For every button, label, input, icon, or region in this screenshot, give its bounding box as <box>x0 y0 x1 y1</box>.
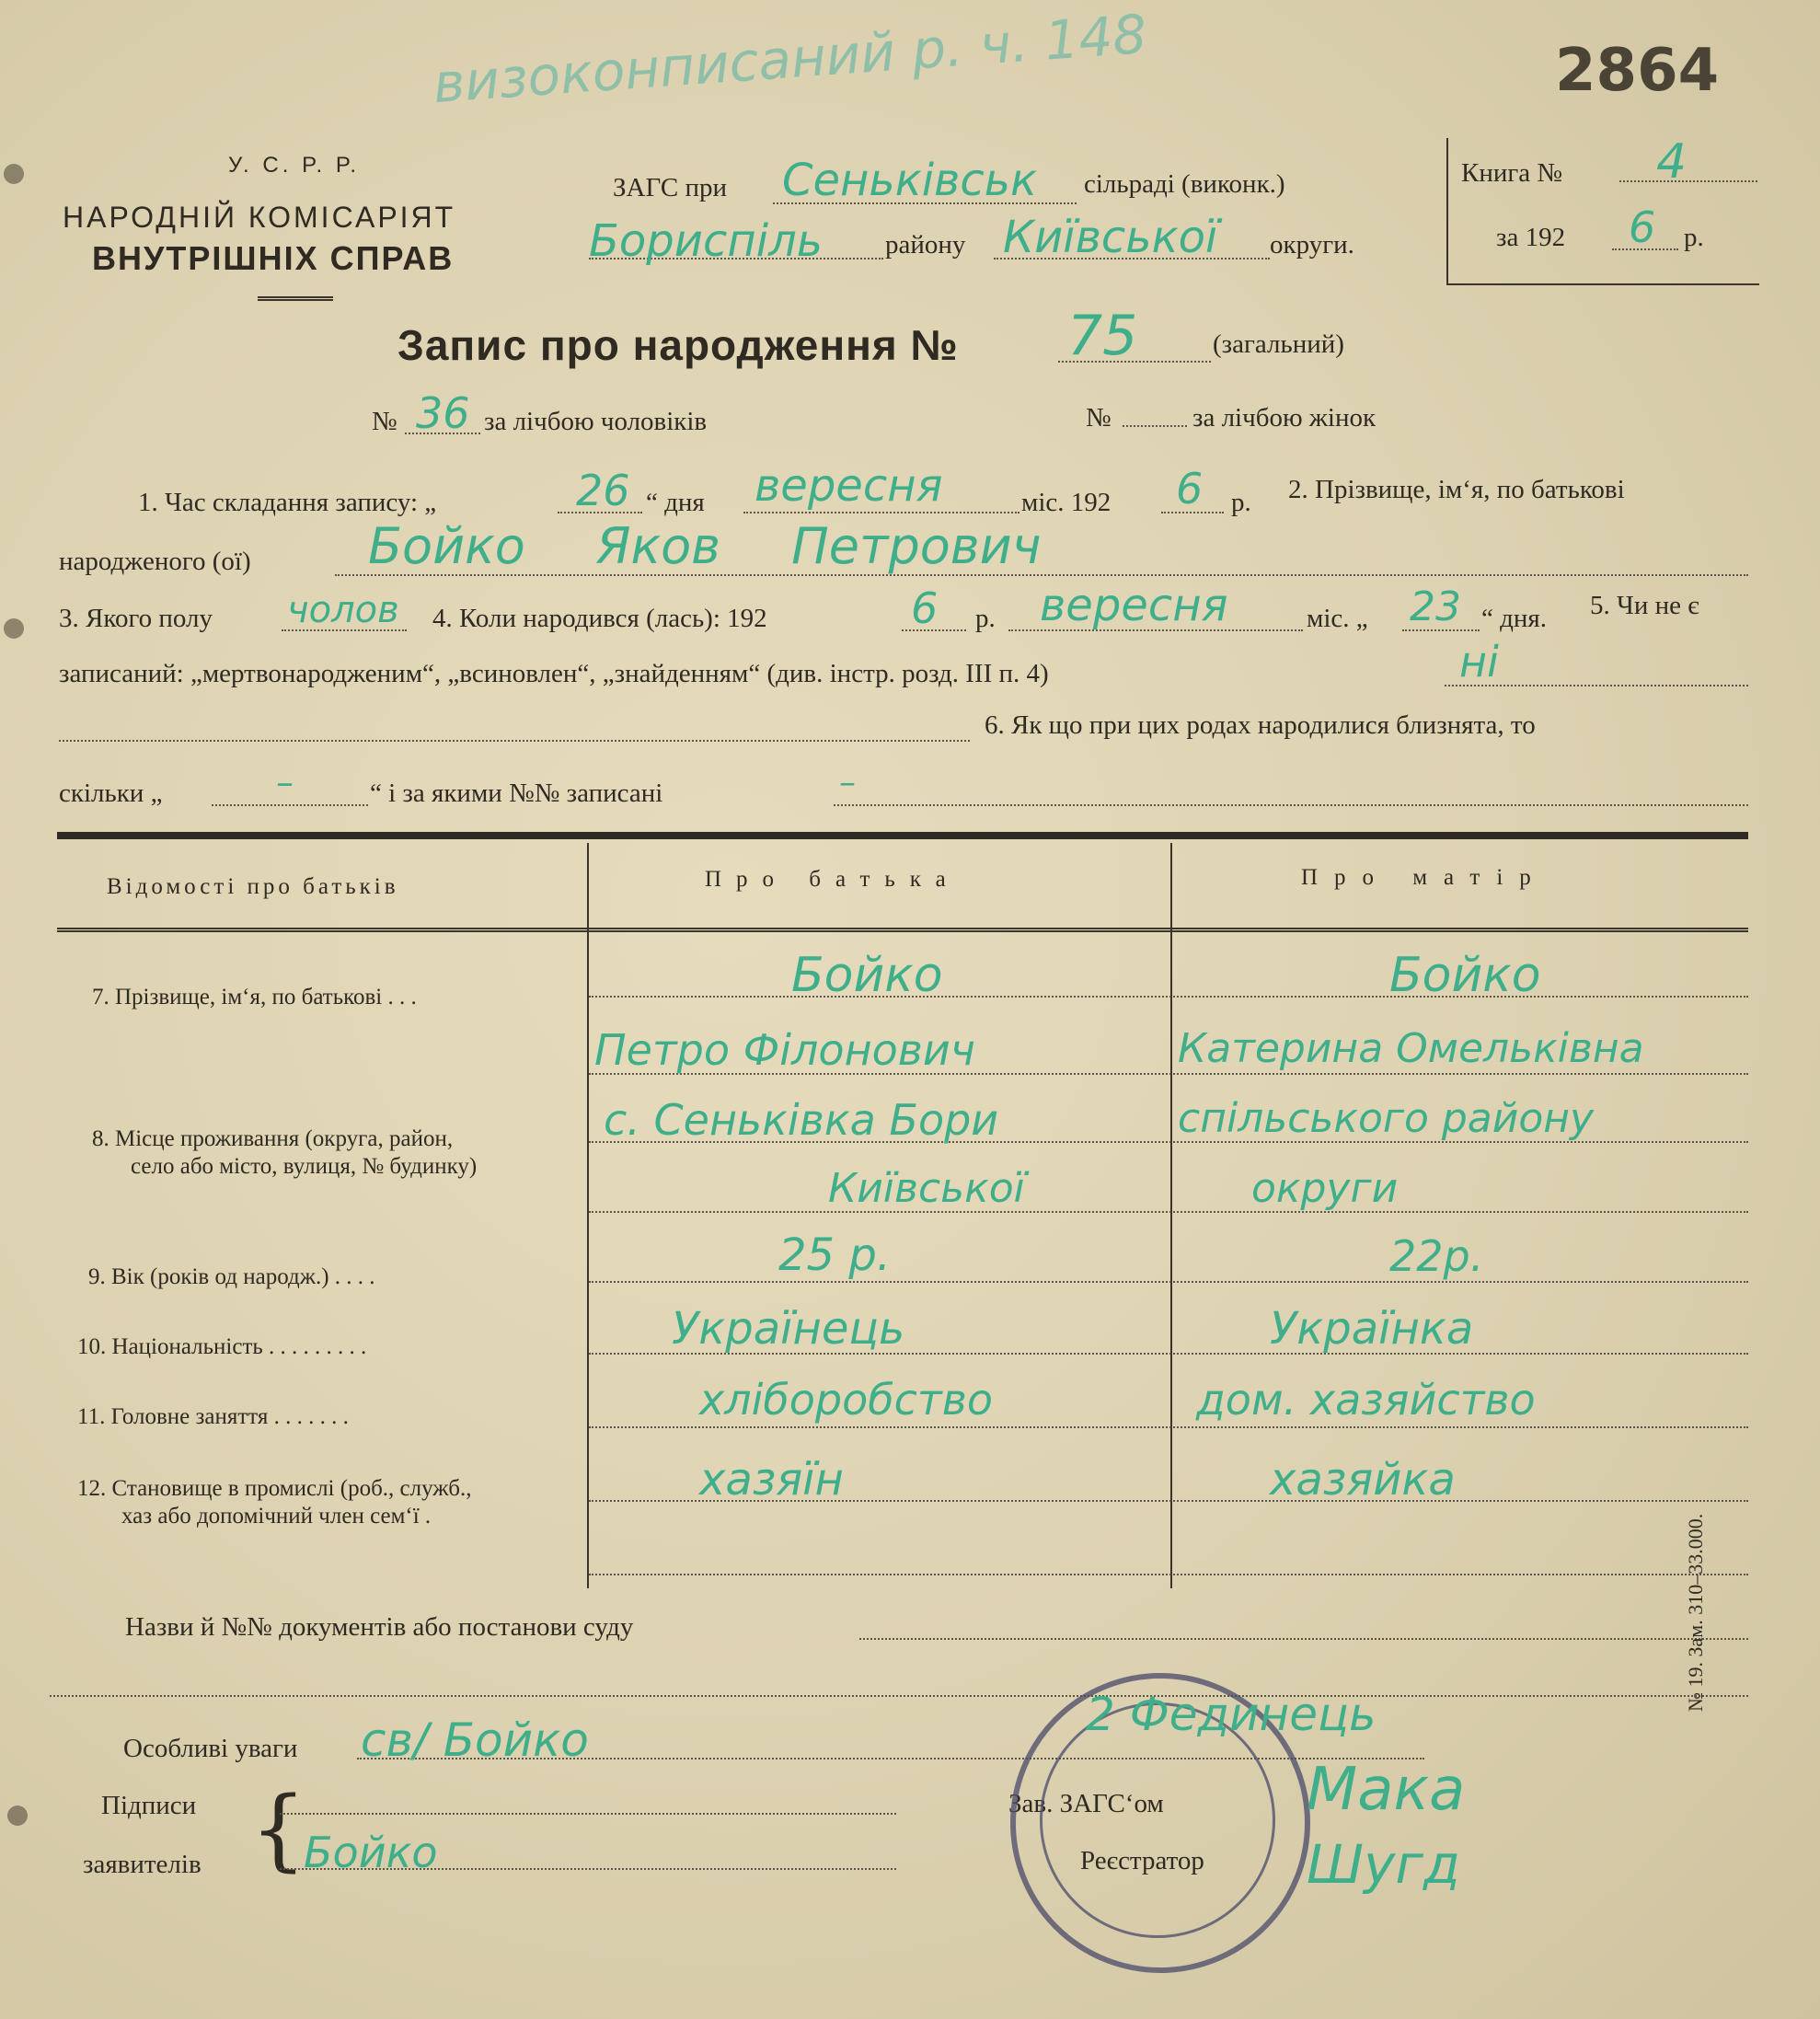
child-name: Бойко Яков Петрович <box>368 517 1042 575</box>
row-line <box>589 1211 1748 1213</box>
men-count: 36 <box>416 388 470 438</box>
remarks-text: св/ Бойко <box>361 1713 589 1767</box>
row-11-label: 11. Головне заняття . . . . . . . <box>77 1404 349 1429</box>
signatures-label-1: Підписи <box>101 1791 197 1820</box>
signature-line-1 <box>280 1813 896 1815</box>
field-1-month: вересня <box>754 460 943 512</box>
father-occupation: хліборобство <box>699 1375 993 1425</box>
table-col-divider-2 <box>1170 843 1172 1588</box>
record-title: Запис про народження № <box>397 321 959 369</box>
row-10-label: 10. Національність . . . . . . . . . <box>77 1334 367 1359</box>
women-count-line <box>1123 425 1187 427</box>
registrar-label: Реєстратор <box>1080 1846 1204 1875</box>
row-8-label-1: 8. Місце проживання (округа, район, <box>92 1126 454 1151</box>
mother-occupation: дом. хазяйство <box>1196 1375 1536 1425</box>
field-1-year-suffix: р. <box>1231 488 1251 517</box>
table-header-rule <box>57 928 1748 932</box>
header-ussr: У. С. Р. Р. <box>228 153 361 178</box>
men-count-label: за лічбою чоловіків <box>484 407 708 436</box>
mother-residence-2: округи <box>1251 1165 1399 1212</box>
field-5-answer: ні <box>1459 637 1499 686</box>
father-given-names: Петро Філонович <box>594 1025 975 1075</box>
birth-day-suffix: “ дня. <box>1481 604 1547 633</box>
women-count-prefix: № <box>1086 403 1112 433</box>
row-12-label-1: 12. Становище в промислі (роб., служб., <box>77 1476 472 1501</box>
zags-prefix: ЗАГС при <box>613 173 727 202</box>
field-1-month-line <box>743 512 1019 513</box>
table-col-divider-1 <box>587 843 589 1588</box>
father-status: хазяїн <box>699 1454 844 1506</box>
women-count-label: за лічбою жінок <box>1192 403 1377 433</box>
pencil-note-corner: 2864 <box>1555 37 1720 105</box>
zags-head-label: Зав. ЗАГС‘ом <box>1008 1789 1164 1818</box>
binder-hole <box>4 618 24 639</box>
documents-line <box>859 1638 1748 1640</box>
birth-month: вересня <box>1040 580 1228 631</box>
birth-day: 23 <box>1410 583 1461 630</box>
side-print: № 19. Зам. 310–33.000. <box>1684 1513 1707 1712</box>
okrug-name: Київської <box>1003 212 1218 263</box>
field-1-year: 6 <box>1176 464 1204 513</box>
pencil-note-top: визоконписаний р. ч. 148 <box>431 2 1149 116</box>
twins-count: – <box>276 762 294 802</box>
field-3-label: 3. Якого полу <box>59 604 213 633</box>
row-line <box>589 1574 1748 1575</box>
record-title-suffix: (загальний) <box>1213 329 1344 359</box>
binder-hole <box>4 164 24 184</box>
head-signature: Мака <box>1307 1756 1466 1824</box>
mother-surname: Бойко <box>1389 948 1541 1003</box>
book-year: 6 <box>1629 202 1656 252</box>
header-commissariat: НАРОДНІЙ КОМІСАРІЯТ <box>63 201 456 234</box>
book-box-left <box>1446 138 1448 285</box>
book-box-bottom <box>1446 283 1759 285</box>
table-header-info: Відомості про батьків <box>107 874 399 899</box>
mother-given-names: Катерина Омельківна <box>1178 1025 1644 1072</box>
documents-label: Назви й №№ документів або постанови суду <box>125 1612 634 1642</box>
field-5-label: 5. Чи не є <box>1590 591 1699 620</box>
row-8-label-2: село або місто, вулиця, № будинку) <box>131 1154 478 1179</box>
row-9-label: 9. Вік (років од народж.) . . . . <box>88 1264 375 1289</box>
birth-year: 6 <box>911 583 939 633</box>
zags-suffix: сільраді (виконк.) <box>1084 169 1285 199</box>
father-age: 25 р. <box>778 1229 892 1281</box>
witness-note: 2 Фединець <box>1086 1688 1377 1741</box>
field-1-day: 26 <box>576 466 630 515</box>
district-suffix: району <box>885 230 966 260</box>
header-ministry: ВНУТРІШНІХ СПРАВ <box>92 239 455 277</box>
mother-status: хазяйка <box>1270 1454 1456 1506</box>
field-2-label: 2. Прізвище, ім‘я, по батькові <box>1288 475 1625 504</box>
book-year-suffix: р. <box>1684 223 1704 252</box>
father-residence-2: Київської <box>828 1165 1025 1212</box>
birth-month-suffix: міс. „ <box>1307 604 1368 633</box>
field-1-month-suffix: міс. 192 <box>1021 488 1112 517</box>
field-6-cont-prefix: скільки „ <box>59 779 163 808</box>
table-top-rule <box>57 832 1748 839</box>
registrar-signature: Шугд <box>1307 1833 1460 1896</box>
signatures-brace: { <box>250 1778 307 1881</box>
book-year-prefix: за 192 <box>1496 223 1566 252</box>
row-7-label: 7. Прізвище, ім‘я, по батькові . . . <box>92 985 417 1009</box>
twins-numbers: – <box>839 764 856 802</box>
field-1-label: 1. Час складання запису: „ <box>138 488 437 517</box>
documents-line-2 <box>50 1695 1748 1697</box>
men-count-prefix: № <box>372 407 397 436</box>
father-residence-1: с. Сеньківка Бори <box>604 1095 999 1145</box>
mother-age: 22р. <box>1389 1231 1484 1281</box>
book-label: Книга № <box>1461 158 1563 188</box>
twins-count-line <box>212 804 368 806</box>
record-number: 75 <box>1067 304 1138 368</box>
okrug-suffix: округи. <box>1270 230 1354 260</box>
row-line <box>589 1281 1748 1283</box>
child-sex: чолов <box>287 589 399 631</box>
field-6-blank-line <box>59 740 970 742</box>
row-line <box>589 1426 1748 1428</box>
field-6-cont-mid: “ і за якими №№ записані <box>370 779 663 808</box>
twins-numbers-line <box>834 804 1748 806</box>
birth-year-suffix: р. <box>975 604 996 633</box>
signatures-label-2: заявителів <box>83 1850 202 1879</box>
field-1-day-suffix: “ дня <box>646 488 705 517</box>
father-surname: Бойко <box>791 948 943 1003</box>
mother-residence-1: спільського району <box>1178 1095 1595 1142</box>
table-header-mother: Про матір <box>1301 865 1548 890</box>
field-5-cont: записаний: „мертвонародженим“, „всиновлен“, „знайденням“ (див. інстр. розд. III п. 4) <box>59 659 1049 688</box>
book-number-line <box>1619 180 1757 182</box>
applicant-signature: Бойко <box>304 1828 438 1877</box>
book-number: 4 <box>1656 134 1688 190</box>
row-12-label-2: хаз або допомічний член сем‘ї . <box>121 1504 432 1529</box>
header-underline <box>258 296 333 301</box>
table-header-father: Про батька <box>705 867 961 892</box>
binder-hole <box>7 1806 28 1826</box>
field-2-cont: народженого (ої) <box>59 547 251 576</box>
field-6-label: 6. Як що при цих родах народилися близнята, то <box>985 710 1536 740</box>
father-nationality: Українець <box>672 1303 905 1355</box>
field-4-label: 4. Коли народився (лась): 192 <box>432 604 767 633</box>
zags-village: Сеньківськ <box>782 155 1038 206</box>
row-line <box>589 996 1748 998</box>
mother-nationality: Українка <box>1270 1303 1474 1355</box>
district-name: Бориспіль <box>589 215 824 267</box>
remarks-label: Особливі уваги <box>123 1734 298 1763</box>
